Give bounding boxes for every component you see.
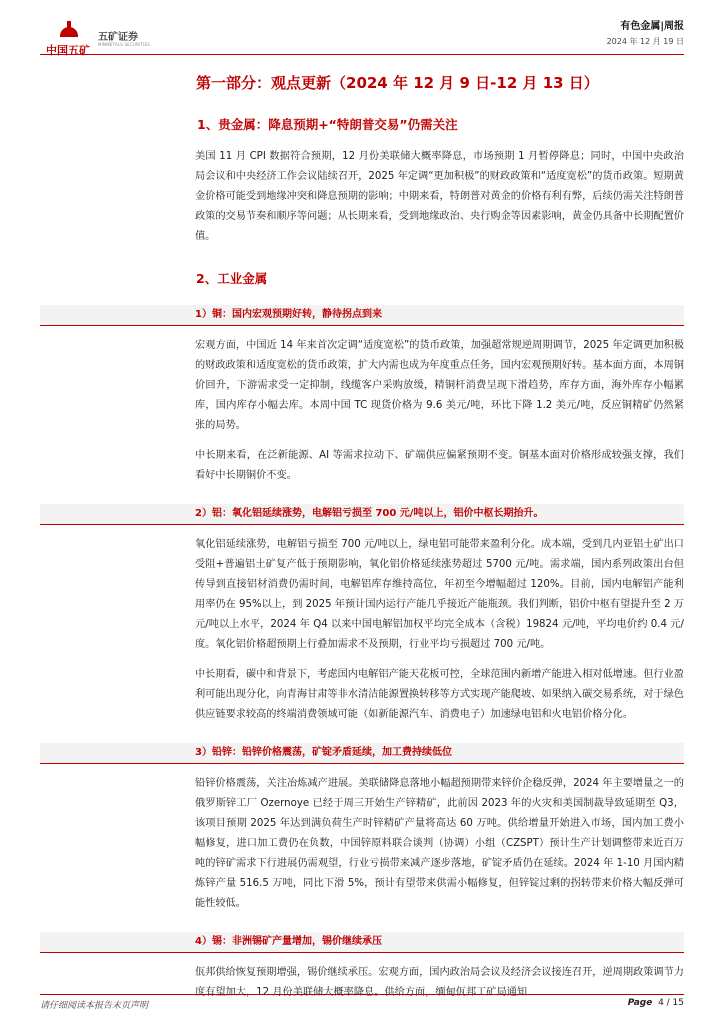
logo-text-cn: 中国五矿 xyxy=(46,44,90,57)
tin-paragraph: 佤邦供给恢复预期增强，锡价继续承压。宏观方面，国内政治局会议及经济会议接连召开，逆周期政策调节力度有望加大，12 月份美联储大概率降息。供给方面，缅甸佤邦工矿局通知 xyxy=(195,967,684,998)
aluminum-paragraph-1: 氧化铝延续涨势，电解铝亏损至 700 元/吨以上，绿电铝可能带来盈利分化。成本端，受到几内亚铝土矿出口受阻+普遍铝土矿复产低于预期影响，氧化铝价格延续涨势超过 5700 元/吨。需求端，国内系列政策出台但传导到直接铝材消费仍需时间，电解铝库存维持高位，年初至今增幅超过 120%。目前，国内电解铝产能利用率仍在 95%以上，到 2025 年预计国内运行产能几乎接近产能瓶颈。我们判断，铝价中枢有望提升至 2 万元/吨以上水平，2024 年 Q4 以来中国电解铝加权平均完全成本（含税）19824 元/吨，平均电价约 0.4 元/度。氧化铝价格超预期上行叠加需求不及预期，行业平均亏损超过 700 元/吨。 xyxy=(195,539,684,650)
report-type: 有色金属|周报 xyxy=(620,21,684,32)
logo-text-securities-en: MINMETALS SECURITIES xyxy=(98,42,150,47)
subsection-heading-aluminum: 2）铝：氧化铝延续涨势，电解铝亏损至 700 元/吨以上，铝价中枢长期抬升。 xyxy=(40,504,684,525)
subsection-heading-zinc: 3）铅锌：铅锌价格震荡，矿锭矛盾延续，加工费持续低位 xyxy=(40,743,684,764)
page-header xyxy=(0,0,724,70)
footer-disclaimer: 请仔细阅读本报告末页声明 xyxy=(40,1001,149,1011)
section-heading-gold: 1、贵金属：降息预期+“特朗普交易”仍需关注 xyxy=(197,117,458,132)
report-date: 2024 年 12 月 19 日 xyxy=(606,37,684,46)
page-number-value: 4 / 15 xyxy=(658,998,684,1008)
subsection-heading-tin: 4）锡：非洲锡矿产量增加，锡价继续承压 xyxy=(40,932,684,953)
logo-text-securities: 五矿证券 xyxy=(98,32,138,43)
page-footer xyxy=(40,994,684,1024)
section-heading-industrial: 2、工业金属 xyxy=(196,271,268,286)
part-title: 第一部分：观点更新（2024 年 12 月 9 日-12 月 13 日） xyxy=(196,74,599,92)
minmetals-logo-icon xyxy=(58,20,80,38)
aluminum-paragraph-2: 中长期看，碳中和背景下，考虑国内电解铝产能天花板可控，全球范围内新增产能进入相对低增速。但行业盈利可能出现分化，向青海甘肃等非水清洁能源置换转移等方式实现产能爬坡、如果纳入碳交易系统，对于绿色供应链要求较高的终端消费领域可能（如新能源汽车、消费电子）加速绿电铝和火电铝价格分化。 xyxy=(195,669,684,720)
footer-divider xyxy=(40,994,684,995)
zinc-paragraph: 铅锌价格震荡，关注冶炼减产进展。美联储降息落地小幅超预期带来锌价企稳反弹，2024 年主要增量之一的俄罗斯锌工厂 Ozernoye 已经于周三开始生产锌精矿，此前因 2023 年的火灾和美国制裁导致延期至 Q3，该项目预期 2025 年达到满负荷生产时锌精矿产量将高达 60 万吨。供给增量开始进入市场，国内加工费小幅修复，进口加工费仍在负数，中国锌原料联合谈判（协调）小组（CZSPT）预计生产计划调整带来近百万吨的锌矿需求下行进展仍需观望，行业亏损带来减产逐步落地，矿锭矛盾仍在延续。2024 年 1-10 月国内精炼锌产量 516.5 万吨，同比下滑 5%，预计有望带来供需小幅修复，但锌锭过剩的拐转带来价格大幅反弹可能性较低。 xyxy=(195,778,684,909)
subsection-heading-copper: 1）铜：国内宏观预期好转，静待拐点到来 xyxy=(40,305,684,326)
header-divider xyxy=(40,54,684,55)
report-body xyxy=(40,66,684,1003)
company-logo xyxy=(44,20,164,64)
copper-paragraph-2: 中长期来看，在泛新能源、AI 等需求拉动下、矿端供应偏紧预期不变。铜基本面对价格形成较强支撑，我们看好中长期铜价不变。 xyxy=(195,450,684,481)
copper-paragraph-1: 宏观方面，中国近 14 年来首次定调“适度宽松”的货币政策，加强超常规逆周期调节，2025 年定调更加积极的财政政策和适度宽松的货币政策，扩大内需也成为年度重点任务，国内宏观预期好转。基本面方面，本周铜价回升，下游需求受一定抑制，线缆客户采购放缓，精铜杆消费呈现下滑趋势，库存方面，海外库存小幅累库，国内库存小幅去库。本周中国 TC 现货价格为 9.6 美元/吨，环比下降 1.2 美元/吨，反应铜精矿仍然紧张的局势。 xyxy=(195,340,684,431)
gold-paragraph: 美国 11 月 CPI 数据符合预期，12 月份美联储大概率降息，市场预期 1 月暂停降息；同时，中国中央政治局会议和中央经济工作会议陆续召开，2025 年定调“更加积极”的财政政策和“适度宽松”的货币政策。短期黄金价格可能受到地缘冲突和降息预期的影响；中期来看，特朗普对黄金的价格有利有弊，后续仍需关注特朗普政策的交易节奏和顺序等问题；从长期来看，受到地缘政治、央行购金等因素影响，黄金仍具备中长期配置价值。 xyxy=(195,151,684,242)
page-number xyxy=(628,998,684,1008)
page-label: Page xyxy=(627,998,653,1008)
